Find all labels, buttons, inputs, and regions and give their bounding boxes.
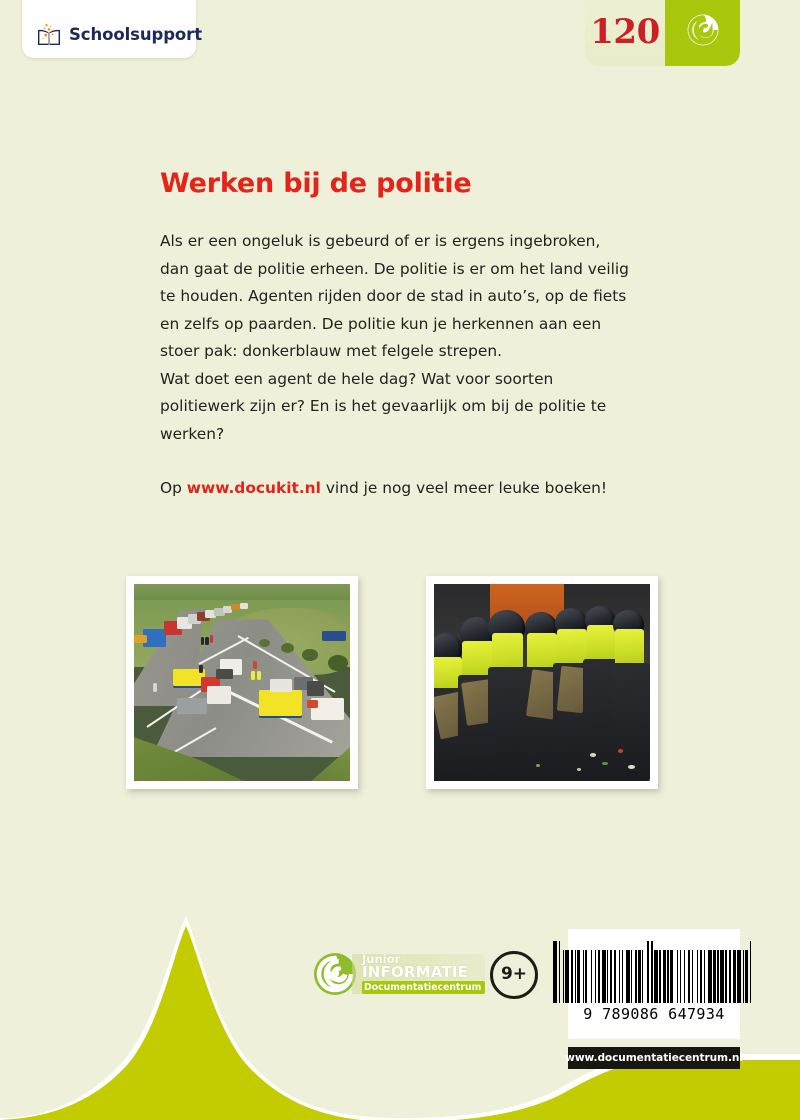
paragraph-1: Als er een ongeluk is gebeurd of er is ergens ingebroken, dan gaat de politie erheen. De politie is er om het land veilig te houden. Agenten rijden door de stad in auto’s, op de fiets en zelfs op paarden. De politie kun je herkennen aan een stoer pak: donkerblauw met felgele strepen. [160,232,629,360]
isbn-number: 9 789086 647934 [583,1005,725,1023]
promo-suffix: vind je nog veel meer leuke boeken! [320,479,608,497]
open-book-icon [36,22,62,48]
photo-riot-police [426,576,658,789]
photo-highway-accident [126,576,358,789]
publisher-name: Schoolsupport [69,24,202,44]
jid-line-junior: Junior [362,952,401,966]
age-rating-value: 9+ [500,964,528,984]
page-title: Werken bij de politie [160,168,472,199]
isbn-barcode [568,929,740,1039]
badge-logo-panel [665,0,740,66]
website-bar [565,1047,743,1069]
series-number-panel [585,0,665,66]
series-number: 120 [590,12,660,52]
docukit-link[interactable]: www.docukit.nl [186,479,321,497]
age-rating-badge [490,951,538,999]
jid-line-documentatiecentrum: Documentatiecentrum [362,981,485,994]
paragraph-2: Wat doet een agent de hele dag? Wat voor soorten politiewerk zijn er? En is het gevaarlijk om bij de politie te werken? [160,369,607,443]
description-text [160,228,630,503]
jid-line-informatie: INFORMATIE [362,963,469,981]
spiral-icon [683,10,723,55]
paragraph-spacer [160,448,630,475]
promo-line [160,475,630,503]
series-number-badge [585,0,740,66]
publisher-logo-plate [22,0,202,58]
barcode-bars [553,941,755,1003]
website-url: www.documentatiecentrum.nl [565,1052,743,1064]
jid-logo [312,948,482,1000]
promo-prefix: Op [160,479,187,497]
